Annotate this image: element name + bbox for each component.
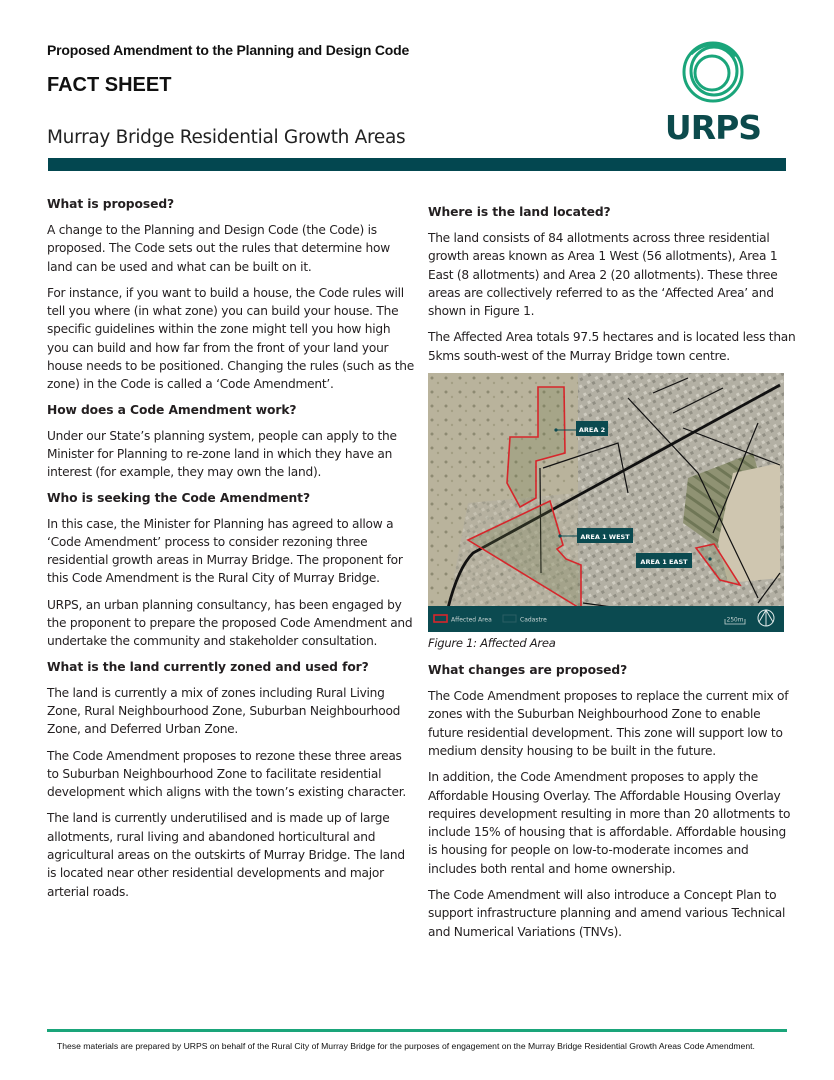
callout-label-area-1-east: AREA 1 EAST: [640, 558, 688, 567]
section-heading: What is the land currently zoned and used for?: [47, 659, 369, 674]
paragraph: The Affected Area totals 97.5 hectares and is located less than 5kms south-west of the Murray Bridge town centre.: [428, 330, 796, 363]
paragraph: The land is currently a mix of zones including Rural Living Zone, Rural Neighbourhood Zone, Suburban Neighbourhood Zone, and Deferred Urban Zone.: [47, 685, 401, 737]
paragraph: The Code Amendment will also introduce a Concept Plan to support infrastructure planning and amend various Technical and Numerical Variations (TNVs).: [428, 888, 786, 939]
document-type-title: FACT SHEET: [47, 74, 172, 96]
figure-caption: Figure 1: Affected Area: [428, 636, 556, 651]
paragraph: URPS, an urban planning consultancy, has been engaged by the proponent to prepare the proposed Code Amendment and undertake the community and stakeholder consultation.: [47, 597, 413, 649]
callout-dot: [554, 428, 557, 431]
paragraph: In this case, the Minister for Planning has agreed to allow a ‘Code Amendment’ process to consider rezoning three residential growth areas in Murray Bridge. The proponent for this Code Amendment is the Rural City of Murray Bridge.: [47, 516, 403, 586]
callout-label-area-2: AREA 2: [578, 426, 606, 435]
section-heading: How does a Code Amendment work?: [47, 402, 297, 417]
paragraph: The land consists of 84 allotments across three residential growth areas known as Area 1 West (56 allotments), Area 1 East (8 allotments) and Area 2 (20 allotments). These three areas are collectively referred to as the ‘Affected Area’ and shown in Figure 1.: [428, 231, 778, 319]
legend-label-affected: Affected Area: [451, 616, 492, 624]
affected-area-map: [428, 373, 784, 632]
left-column: [47, 196, 415, 909]
paragraph: The land is currently underutilised and is made up of large allotments, rural living and abandoned horticultural and agricultural areas on the outskirts of Murray Bridge. The land is located near other residential developments and major arterial roads.: [47, 811, 405, 899]
document-top-label: Proposed Amendment to the Planning and Design Code: [47, 42, 410, 58]
section-heading: What is proposed?: [47, 197, 175, 211]
section-what-is-proposed: [47, 196, 415, 394]
map-legend: [428, 606, 784, 632]
paragraph: A change to the Planning and Design Code (the Code) is proposed. The Code sets out the rules that determine how land can be used and what can be built on it.: [47, 223, 390, 274]
document-subtitle: Murray Bridge Residential Growth Areas: [47, 127, 406, 149]
urps-logo: [656, 38, 770, 150]
legend-label-cadastre: Cadastre: [520, 616, 547, 624]
paragraph: Under our State’s planning system, people can apply to the Minister for Planning to re-zone land in which they have an interest (for example, they may own the land).: [47, 428, 397, 480]
paragraph: The Code Amendment proposes to replace the current mix of zones with the Suburban Neighbourhood Zone to enable future residential development. This zone will support low to medium density housing to be built in the future.: [428, 689, 789, 758]
callout-dot: [708, 557, 711, 560]
section-heading: What changes are proposed?: [428, 663, 628, 678]
paragraph: For instance, if you want to build a house, the Code rules will tell you where (in what zone) you can build your house. The specific guidelines within the zone might tell you how high you can build and how far from the front of your land your house needs to be positioned. Changing the rules (such as the zone) in the Code is called a ‘Code Amendment’.: [47, 285, 414, 392]
callout-dot: [558, 534, 561, 537]
logo-wordmark: URPS: [664, 108, 762, 147]
concentric-rings-icon: [656, 38, 770, 108]
section-how-code-amendment-works: [47, 402, 415, 482]
paragraph: The Code Amendment proposes to rezone these three areas to Suburban Neighbourhood Zone to facilitate residential development which aligns with the town’s existing character.: [47, 748, 407, 800]
scale-bar-label: 250m: [726, 617, 744, 624]
callout-label-area-1-west: AREA 1 WEST: [580, 533, 630, 542]
map-image: [428, 373, 784, 632]
footer-disclaimer: These materials are prepared by URPS on behalf of the Rural City of Murray Bridge for the purposes of engagement on the Murray Bridge Residential Growth Areas Code Amendment.: [57, 1041, 755, 1051]
header-divider-bar: [48, 158, 786, 171]
right-column: [428, 204, 796, 949]
section-heading: Where is the land located?: [428, 205, 611, 219]
section-heading: Who is seeking the Code Amendment?: [47, 490, 310, 505]
section-who-is-seeking: [47, 490, 415, 651]
footer-divider: [47, 1029, 787, 1032]
section-land-location: [428, 204, 796, 365]
section-current-zoning: [47, 659, 415, 901]
paragraph: In addition, the Code Amendment proposes to apply the Affordable Housing Overlay. The Affordable Housing Overlay requires development resulting in more than 20 allotments to include 15% of housing that is affordable. Affordable housing is housing for people on low-to-moderate incomes and includes both rental and home ownership.: [428, 770, 791, 876]
section-proposed-changes: [428, 662, 796, 941]
